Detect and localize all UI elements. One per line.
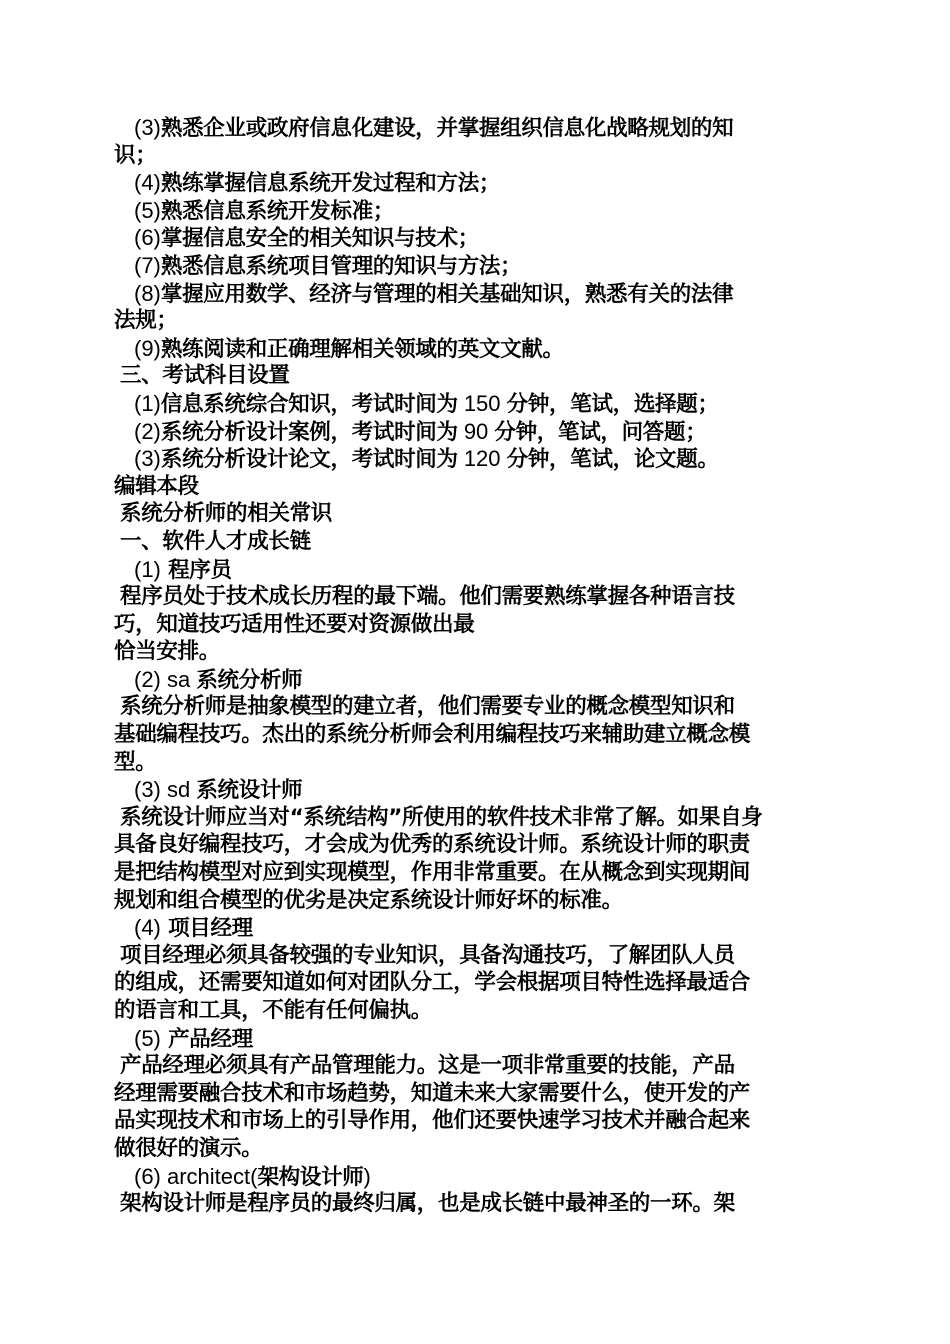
latin-text-run: (2) sa xyxy=(134,666,197,692)
text-line xyxy=(114,611,838,639)
text-line xyxy=(114,583,838,611)
latin-text-run: (6) architect( xyxy=(134,1163,258,1189)
text-line xyxy=(114,169,838,197)
text-line xyxy=(114,776,838,804)
text-line xyxy=(114,556,838,584)
latin-text-run: (7) xyxy=(134,252,161,278)
text-run: 程序员处于技术成长历程的最下端。他们需要熟练掌握各种语言技 xyxy=(120,584,735,610)
text-line xyxy=(114,1190,838,1218)
text-line xyxy=(114,721,838,749)
text-run: 分钟，笔试，论文题。 xyxy=(506,447,719,473)
text-line xyxy=(114,307,838,335)
latin-text-run: (4) xyxy=(134,915,161,941)
text-run: 程序员 xyxy=(160,557,232,583)
text-line xyxy=(114,666,838,694)
text-run: 法规； xyxy=(114,308,178,334)
latin-text-run: (9) xyxy=(134,335,161,361)
text-line xyxy=(114,114,838,142)
text-run: 掌握应用数学、经济与管理的相关基础知识，熟悉有关的法律 xyxy=(160,281,734,307)
document-page xyxy=(114,114,838,1218)
text-run: 的组成，还需要知道如何对团队分工，学会根据项目特性选择最适合 xyxy=(114,970,751,996)
text-run: 系统分析师的相关常识 xyxy=(120,501,333,527)
latin-text-run: (4) xyxy=(134,170,161,196)
text-run: 熟悉企业或政府信息化建设，并掌握组织信息化战略规划的知 xyxy=(160,116,734,141)
text-line xyxy=(114,831,838,859)
text-run: 系统分析设计论文，考试时间为 xyxy=(160,447,458,473)
text-line xyxy=(114,638,838,666)
latin-text-run: 90 xyxy=(457,418,495,444)
latin-text-run: (1) xyxy=(134,556,161,582)
text-line xyxy=(114,887,838,915)
text-run: 系统分析设计案例，考试时间为 xyxy=(160,419,458,445)
text-line xyxy=(114,1080,838,1108)
text-run: 熟悉信息系统开发标准； xyxy=(160,198,395,224)
text-run: 三、考试科目设置 xyxy=(120,363,290,389)
latin-text-run: (8) xyxy=(134,280,161,306)
latin-text-run: (3) xyxy=(134,446,161,472)
text-run: 规划和组合模型的优劣是决定系统设计师好坏的标准。 xyxy=(114,887,623,913)
latin-text-run: (2) xyxy=(134,418,161,444)
text-run: 架构设计师是程序员的最终归属，也是成长链中最神圣的一环。架 xyxy=(120,1191,735,1217)
text-run: 产品经理 xyxy=(160,1026,253,1052)
latin-text-run: (3) xyxy=(134,115,161,140)
text-run: 项目经理必须具备较强的专业知识，具备沟通技巧，了解团队人员 xyxy=(120,942,735,968)
text-run: 熟练掌握信息系统开发过程和方法； xyxy=(160,171,501,197)
latin-text-run: (5) xyxy=(134,1025,161,1051)
text-line xyxy=(114,445,838,473)
text-run: 系统分析师 xyxy=(196,667,303,693)
text-line xyxy=(114,197,838,225)
text-run: 系统设计师 xyxy=(196,778,303,804)
text-line xyxy=(114,914,838,942)
text-run: 的语言和工具，不能有任何偏执。 xyxy=(114,998,433,1023)
text-run: 做很好的演示。 xyxy=(114,1135,263,1161)
text-run: 分钟，笔试，问答题； xyxy=(494,419,707,445)
text-run: 编辑本段 xyxy=(114,473,199,499)
text-line xyxy=(114,1163,838,1191)
text-line xyxy=(114,693,838,721)
text-line xyxy=(114,390,838,418)
latin-text-run: (1) xyxy=(134,390,161,416)
text-run: 巧，知道技巧适用性还要对资源做出最 xyxy=(114,611,475,637)
latin-text-run: (3) sd xyxy=(134,777,197,803)
text-run: 品实现技术和市场上的引导作用，他们还要快速学习技术并融合起来 xyxy=(114,1108,751,1134)
text-run: 识； xyxy=(114,142,157,168)
text-run: 熟悉信息系统项目管理的知识与方法； xyxy=(160,253,522,279)
text-run: 系统设计师应当对“系统结构”所使用的软件技术非常了解。如果自身 xyxy=(120,804,763,830)
text-run: 具备良好编程技巧，才会成为优秀的系统设计师。系统设计师的职责 xyxy=(114,832,751,858)
text-line xyxy=(114,749,838,777)
text-line xyxy=(114,1135,838,1163)
text-line xyxy=(114,942,838,970)
text-run: 熟练阅读和正确理解相关领域的英文文献。 xyxy=(160,336,564,362)
text-run: 架构设计师 xyxy=(257,1164,364,1190)
text-line xyxy=(114,473,838,501)
latin-text-run: (6) xyxy=(134,225,161,251)
latin-text-run: ) xyxy=(363,1163,371,1189)
text-run: 项目经理 xyxy=(160,916,253,942)
text-line xyxy=(114,500,838,528)
text-line xyxy=(114,362,838,390)
text-run: 信息系统综合知识，考试时间为 xyxy=(160,391,458,417)
text-line xyxy=(114,1107,838,1135)
text-line xyxy=(114,804,838,832)
latin-text-run: 120 xyxy=(457,446,507,472)
text-line xyxy=(114,280,838,308)
text-line xyxy=(114,1025,838,1053)
text-run: 型。 xyxy=(114,749,157,775)
text-line xyxy=(114,418,838,446)
text-run: 分钟，笔试，选择题； xyxy=(506,391,719,417)
text-run: 一、软件人才成长链 xyxy=(120,528,311,554)
text-line xyxy=(114,969,838,997)
text-run: 是把结构模型对应到实现模型，作用非常重要。在从概念到实现期间 xyxy=(114,860,751,886)
text-run: 恰当安排。 xyxy=(114,639,221,665)
text-line xyxy=(114,1052,838,1080)
text-line xyxy=(114,142,838,170)
latin-text-run: 150 xyxy=(457,390,507,416)
text-line xyxy=(114,859,838,887)
latin-text-run: (5) xyxy=(134,197,161,223)
text-line xyxy=(114,335,838,363)
text-line xyxy=(114,528,838,556)
text-line xyxy=(114,252,838,280)
text-run: 产品经理必须具有产品管理能力。这是一项非常重要的技能，产品 xyxy=(120,1053,735,1079)
text-line xyxy=(114,997,838,1025)
text-run: 基础编程技巧。杰出的系统分析师会利用编程技巧来辅助建立概念模 xyxy=(114,722,751,748)
text-line xyxy=(114,224,838,252)
text-run: 掌握信息安全的相关知识与技术； xyxy=(160,226,479,252)
text-run: 经理需要融合技术和市场趋势，知道未来大家需要什么，使开发的产 xyxy=(114,1080,751,1106)
text-run: 系统分析师是抽象模型的建立者，他们需要专业的概念模型知识和 xyxy=(120,694,735,720)
